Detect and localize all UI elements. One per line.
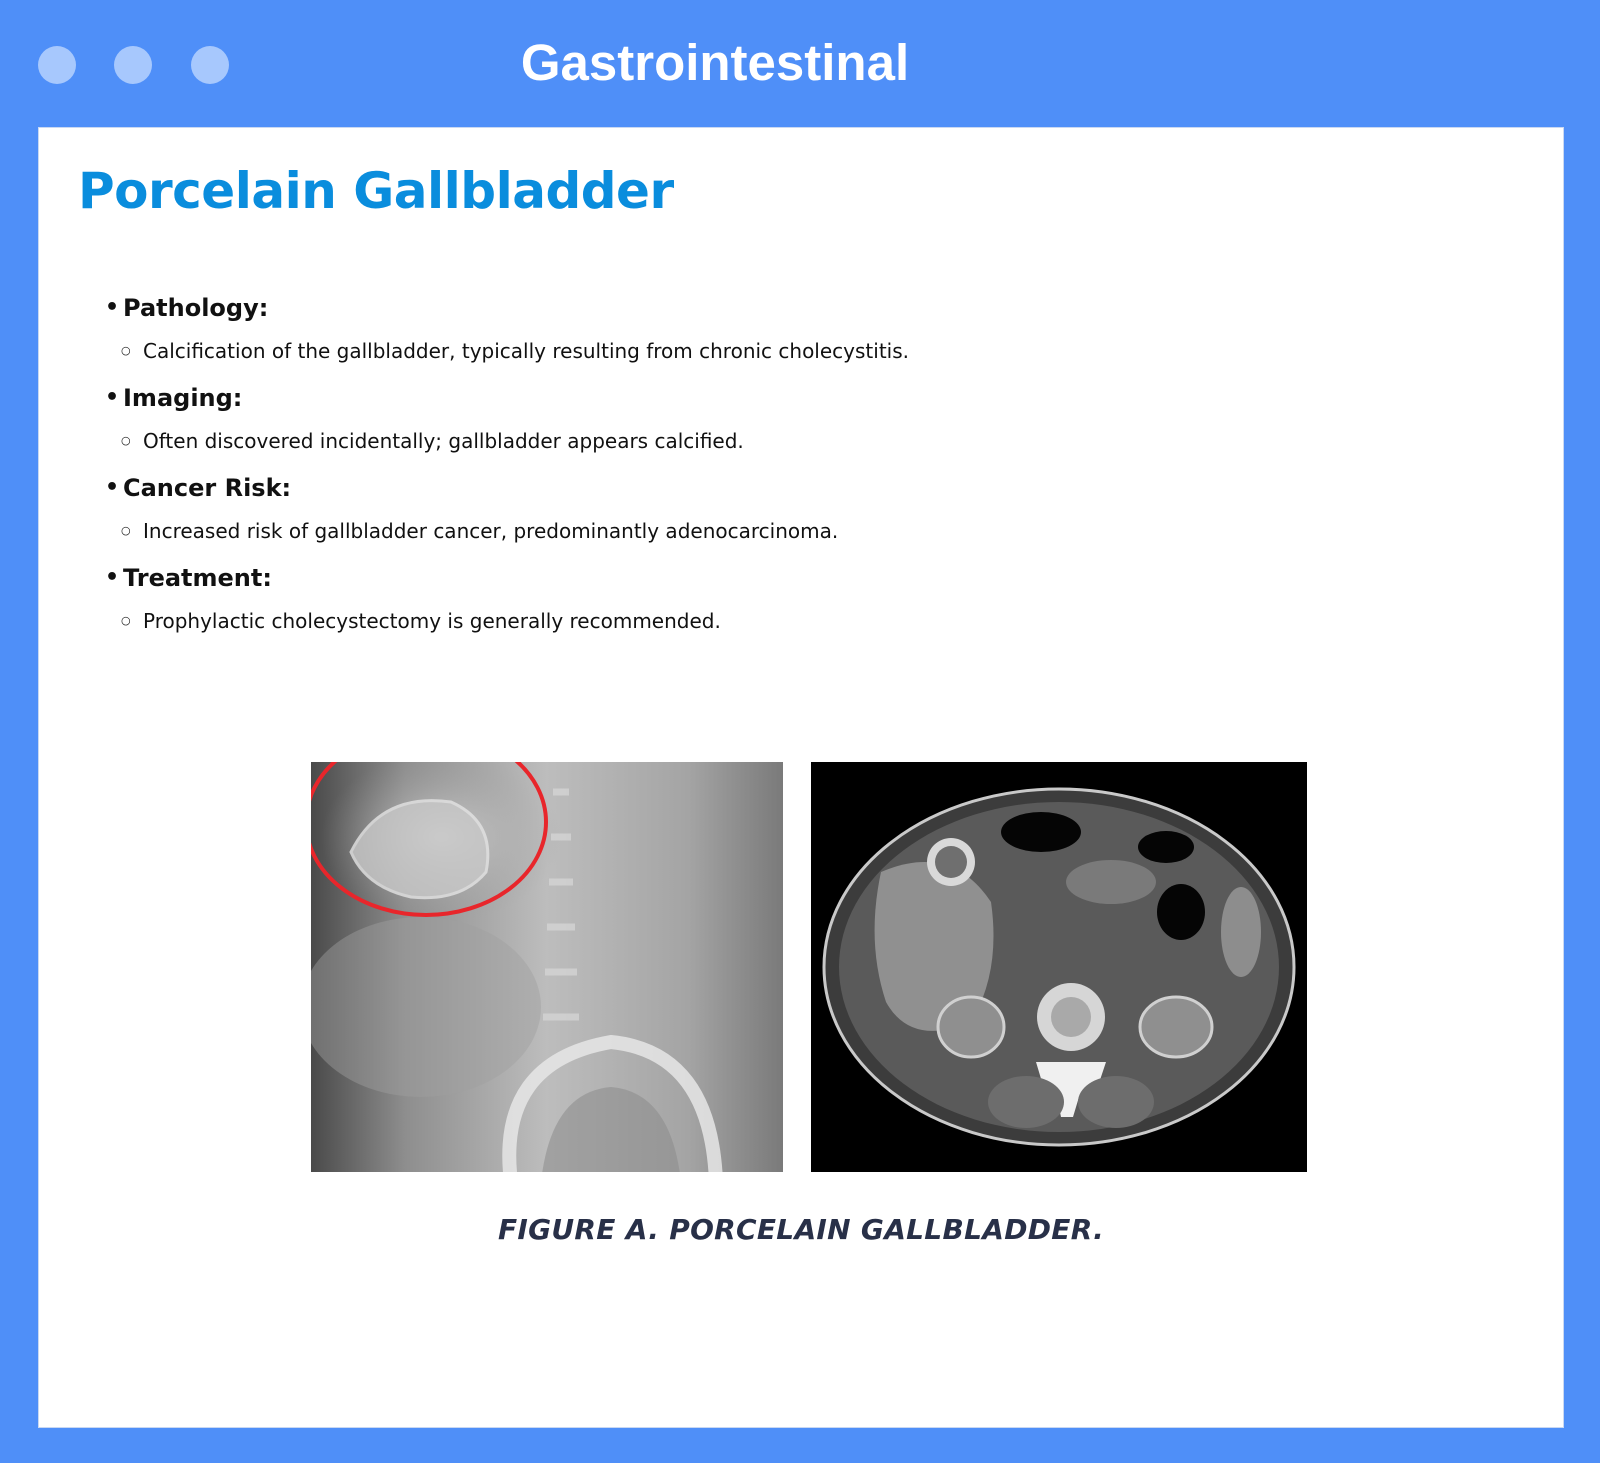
ct-image <box>811 762 1307 1172</box>
list-item <box>105 286 1205 376</box>
list-item <box>105 466 1205 556</box>
window-titlebar <box>0 0 1600 127</box>
bullet-detail: ○ Calcification of the gallbladder, typically resulting from chronic cholecystitis. <box>105 330 1205 376</box>
xray-image <box>311 762 783 1172</box>
figure-images <box>311 762 1311 1172</box>
bullet-detail: ○ Often discovered incidentally; gallbladder appears calcified. <box>105 420 1205 466</box>
bullet-heading: • Pathology: <box>105 286 1205 330</box>
list-item <box>105 376 1205 466</box>
bullet-heading: • Imaging: <box>105 376 1205 420</box>
figure-caption: FIGURE A. PORCELAIN GALLBLADDER. <box>497 1213 1105 1246</box>
list-item <box>105 556 1205 646</box>
bullet-list <box>105 286 1205 646</box>
bullet-heading: • Treatment: <box>105 556 1205 600</box>
content-panel <box>38 127 1564 1428</box>
page-title: Porcelain Gallbladder <box>78 162 674 220</box>
bullet-detail: ○ Increased risk of gallbladder cancer, predominantly adenocarcinoma. <box>105 510 1205 556</box>
bullet-detail: ○ Prophylactic cholecystectomy is generally recommended. <box>105 600 1205 646</box>
bullet-heading: • Cancer Risk: <box>105 466 1205 510</box>
window-title: Gastrointestinal <box>520 34 910 91</box>
